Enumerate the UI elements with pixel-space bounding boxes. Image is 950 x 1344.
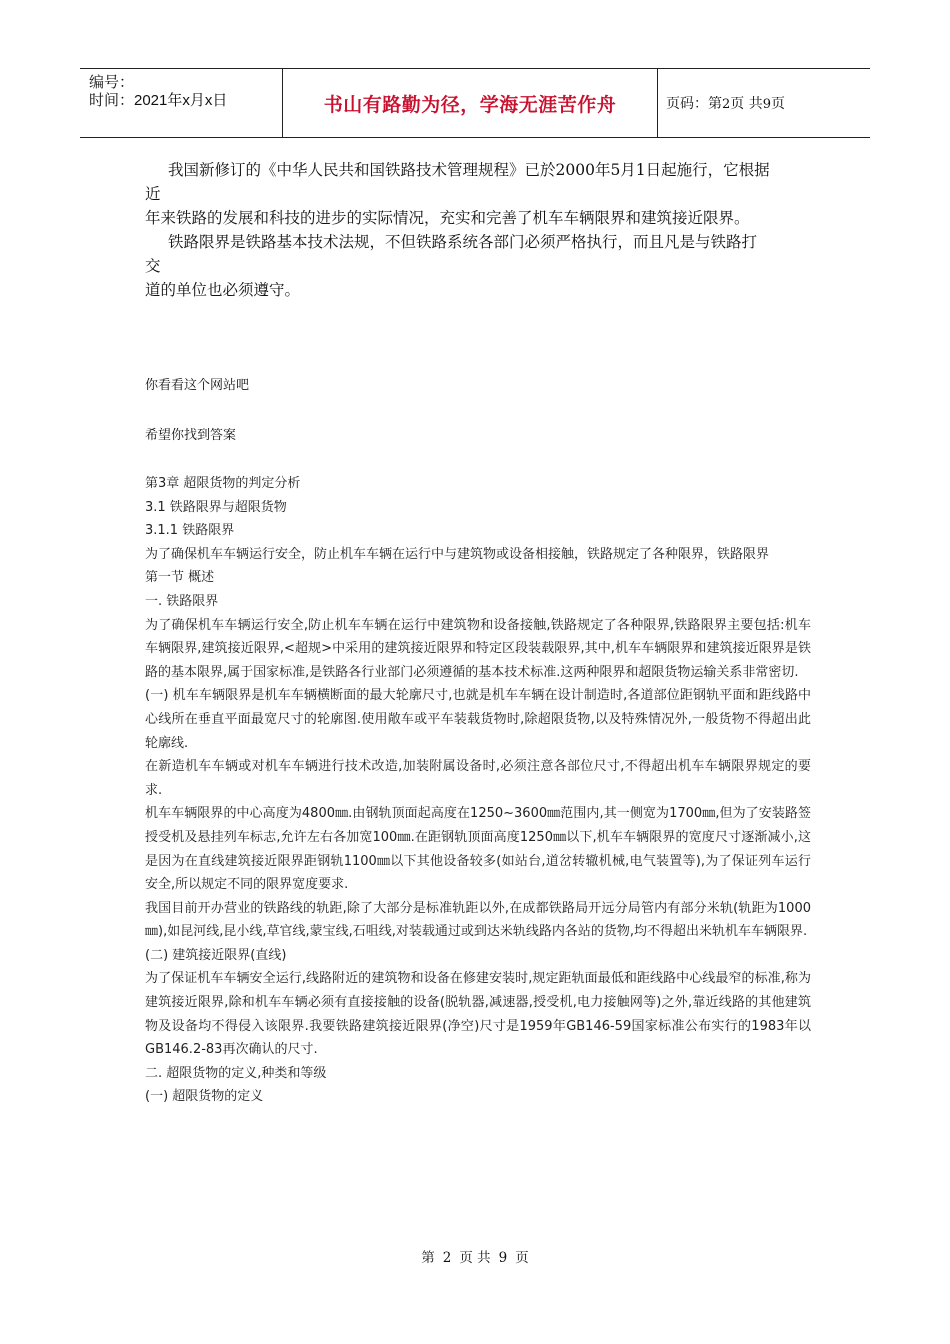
section-heading: 3.1 铁路限界与超限货物: [145, 499, 287, 515]
document-date-label: 时间：2021年x月x日: [89, 92, 228, 109]
intro-paragraph: 铁路限界是铁路基本技术法规，不但铁路系统各部门必须严格执行，而且凡是与铁路打交: [145, 233, 758, 275]
note-see-site: 你看看这个网站吧: [145, 378, 250, 393]
intro-paragraph: 道的单位也必须遵守。: [145, 281, 301, 299]
section-heading: (二) 建筑接近限界(直线): [145, 947, 287, 963]
body-paragraph: (一) 机车车辆限界是机车车辆横断面的最大轮廓尺寸,也就是机车车辆在设计制造时,各道部位距钢轨平面和距线路中心线所在垂直平面最宽尺寸的轮廓图.使用敞车或平车装载货物时,除超限货物,以及特殊情况外,一般货物不得超出此轮廓线.: [145, 688, 811, 751]
page-info-end: 页: [771, 96, 786, 112]
intro-paragraph: 我国新修订的《中华人民共和国铁路技术管理规程》已於2000年5月1日起施行，它根据近: [145, 161, 770, 203]
page-header: [80, 68, 870, 138]
section-heading: 一. 铁路限界: [145, 593, 219, 609]
header-divider: [657, 69, 658, 137]
note-hope: 希望你找到答案: [145, 428, 237, 443]
page-info-current: 2: [722, 97, 731, 112]
intro-paragraph: 年来铁路的发展和科技的进步的实际情况，充实和完善了机车车辆限界和建筑接近限界。: [145, 209, 750, 227]
intro-block: [145, 158, 785, 302]
header-page-info: [666, 93, 785, 113]
chapter-heading: 第3章 超限货物的判定分析: [145, 476, 301, 491]
footer-current-page: 2: [442, 1250, 452, 1266]
footer-pre: 第: [421, 1250, 435, 1266]
body-paragraph: 为了确保机车车辆运行安全，防止机车车辆在运行中与建筑物或设备相接触，铁路规定了各种限界，铁路限界: [145, 546, 770, 562]
body-paragraph: 为了保证机车车辆安全运行,线路附近的建筑物和设备在修建安装时,规定距轨面最低和距线路中心线最窄的标准,称为建筑接近限界,除和机车车辆必须有直接接触的设备(脱轨器,减速器,授受机,电力接触网等)之外,靠近线路的其他建筑物及设备均不得侵入该限界.我要铁路建筑接近限界(净空)尺寸是1959年GB146-59国家标准公布实行的1983年以GB146.2-83再次确认的尺寸.: [145, 971, 811, 1058]
page-info-total: 9: [762, 97, 772, 112]
header-meta-cell: [80, 69, 282, 137]
header-motto: 书山有路勤为径，学海无涯苦作舟: [323, 93, 617, 116]
body-paragraph: 我国目前开办营业的铁路线的轨距,除了大部分是标准轨距以外,在成都铁路局开远分局管内有部分米轨(轨距为1000㎜),如昆河线,昆小线,草官线,蒙宝线,石咀线,对装载通过或到达米轨线路内各站的货物,均不得超出米轨机车车辆限界.: [145, 900, 811, 940]
page-info-label: 页码：第: [666, 96, 722, 112]
main-body: [145, 472, 811, 1109]
document-number-label: 编号：: [89, 74, 135, 91]
body-paragraph: 在新造机车车辆或对机车车辆进行技术改造,加装附属设备时,必须注意各部位尺寸,不得超出机车车辆限界规定的要求.: [145, 759, 811, 798]
section-heading: 二. 超限货物的定义,种类和等级: [145, 1065, 327, 1081]
page-footer: [0, 1246, 950, 1266]
footer-total-pages: 9: [498, 1250, 508, 1266]
subsection-heading: 3.1.1 铁路限界: [145, 523, 235, 539]
footer-mid: 页 共: [459, 1250, 491, 1266]
page-info-mid: 页 共: [730, 96, 763, 112]
section-heading: (一) 超限货物的定义: [145, 1089, 264, 1105]
body-paragraph: 为了确保机车车辆运行安全,防止机车车辆在运行中建筑物和设备接触,铁路规定了各种限界,铁路限界主要包括:机车车辆限界,建筑接近限界,<超规>中采用的建筑接近限界和特定区段装载限界,其中,机车车辆限界和建筑接近限界是铁路的基本限界,属于国家标准,是铁路各行业部门必须遵循的基本技术标准.这两种限界和超限货物运输关系非常密切.: [145, 617, 811, 680]
section-heading: 第一节 概述: [145, 570, 215, 586]
footer-end: 页: [515, 1250, 529, 1266]
body-paragraph: 机车车辆限界的中心高度为4800㎜.由钢轨顶面起高度在1250~3600㎜范围内,其一侧宽为1700㎜,但为了安装路签授受机及悬挂列车标志,允许左右各加宽100㎜.在距钢轨顶面高度1250㎜以下,机车车辆限界的宽度尺寸逐渐减小,这是因为在直线建筑接近限界距钢轨1100㎜以下其他设备较多(如站台,道岔转辙机械,电气装置等),为了保证列车运行安全,所以规定不同的限界宽度要求.: [145, 806, 811, 893]
